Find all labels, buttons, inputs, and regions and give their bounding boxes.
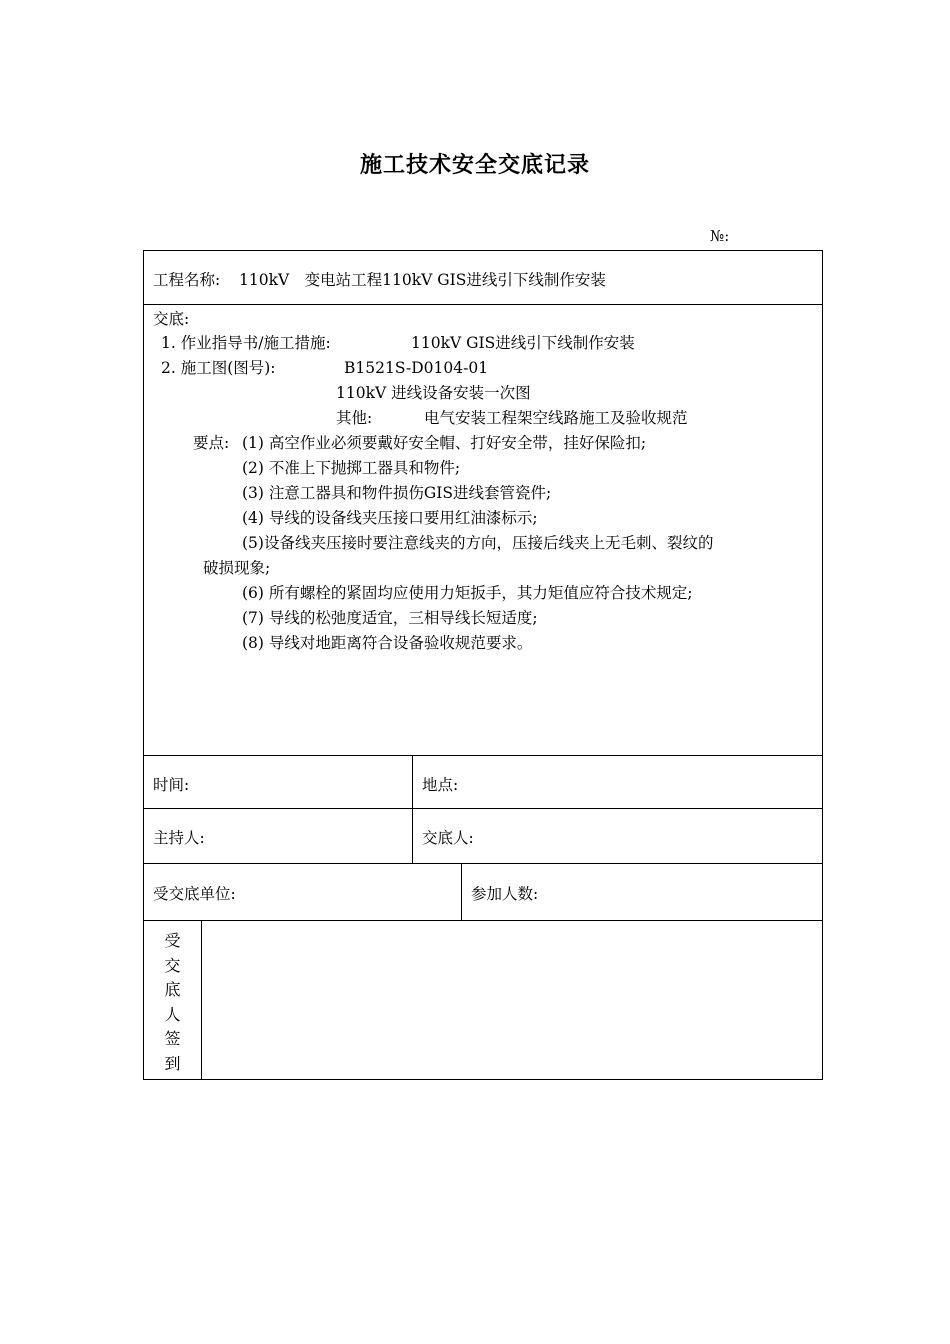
unit-label: 受交底单位: [153, 885, 236, 903]
item1-value: 110kV GIS进线引下线制作安装 [411, 334, 635, 352]
project-label: 工程名称: [153, 271, 221, 289]
signature-char: 底 [164, 980, 181, 999]
signature-char: 签 [164, 1029, 181, 1048]
signature-char: 到 [164, 1053, 181, 1073]
unit-count-row [144, 863, 822, 920]
other-value: 电气安装工程架空线路施工及验收规范 [424, 409, 688, 427]
other-label: 其他: [336, 409, 373, 427]
briefing-content-row [144, 304, 822, 755]
point-item: (7) 导线的松弛度适宜，三相导线长短适度; [242, 609, 538, 627]
document-title: 施工技术安全交底记录 [359, 152, 590, 178]
point-item: (8) 导线对地距离符合设备验收规范要求。 [242, 634, 533, 652]
drawing-name: 110kV 进线设备安装一次图 [336, 384, 531, 402]
item2-label: 2. 施工图(图号): [161, 359, 276, 377]
column-divider [412, 756, 413, 808]
place-label: 地点: [422, 776, 459, 794]
column-divider [412, 809, 413, 863]
signature-char: 交 [164, 955, 181, 975]
host-label: 主持人: [153, 829, 205, 847]
point-item: (5)设备线夹压接时要注意线夹的方向，压接后线夹上无毛刺、裂纹的 [242, 534, 714, 552]
signature-char: 人 [164, 1004, 181, 1024]
item1-label: 1. 作业指导书/施工措施: [161, 334, 331, 352]
briefing-form [143, 250, 823, 1080]
point-item-continued: 破损现象; [203, 559, 271, 577]
signature-row [144, 920, 822, 1079]
document-number-label: №: [710, 227, 730, 245]
signature-area[interactable] [202, 921, 822, 1079]
presenter-label: 交底人: [422, 829, 474, 847]
count-label: 参加人数: [471, 885, 539, 903]
briefing-heading: 交底: [153, 310, 190, 328]
column-divider [461, 864, 462, 920]
point-item: (2) 不准上下抛掷工器具和物件; [242, 459, 461, 477]
point-item: (6) 所有螺栓的紧固均应使用力矩扳手，其力矩值应符合技术规定; [242, 584, 693, 602]
point-item: (4) 导线的设备线夹压接口要用红油漆标示; [242, 509, 538, 527]
point-item: (3) 注意工器具和物件损伤GIS进线套管瓷件; [242, 484, 552, 502]
time-label: 时间: [153, 776, 190, 794]
project-name[interactable]: 110kV 变电站工程110kV GIS进线引下线制作安装 [239, 271, 606, 289]
point-item: (1) 高空作业必须要戴好安全帽、打好安全带，挂好保险扣; [242, 434, 647, 452]
signature-label [144, 921, 201, 1079]
signature-char: 受 [164, 931, 181, 950]
project-row [144, 251, 822, 304]
item2-value: B1521S-D0104-01 [344, 359, 489, 377]
host-presenter-row [144, 808, 822, 863]
points-label: 要点: [193, 434, 230, 452]
time-place-row [144, 755, 822, 808]
